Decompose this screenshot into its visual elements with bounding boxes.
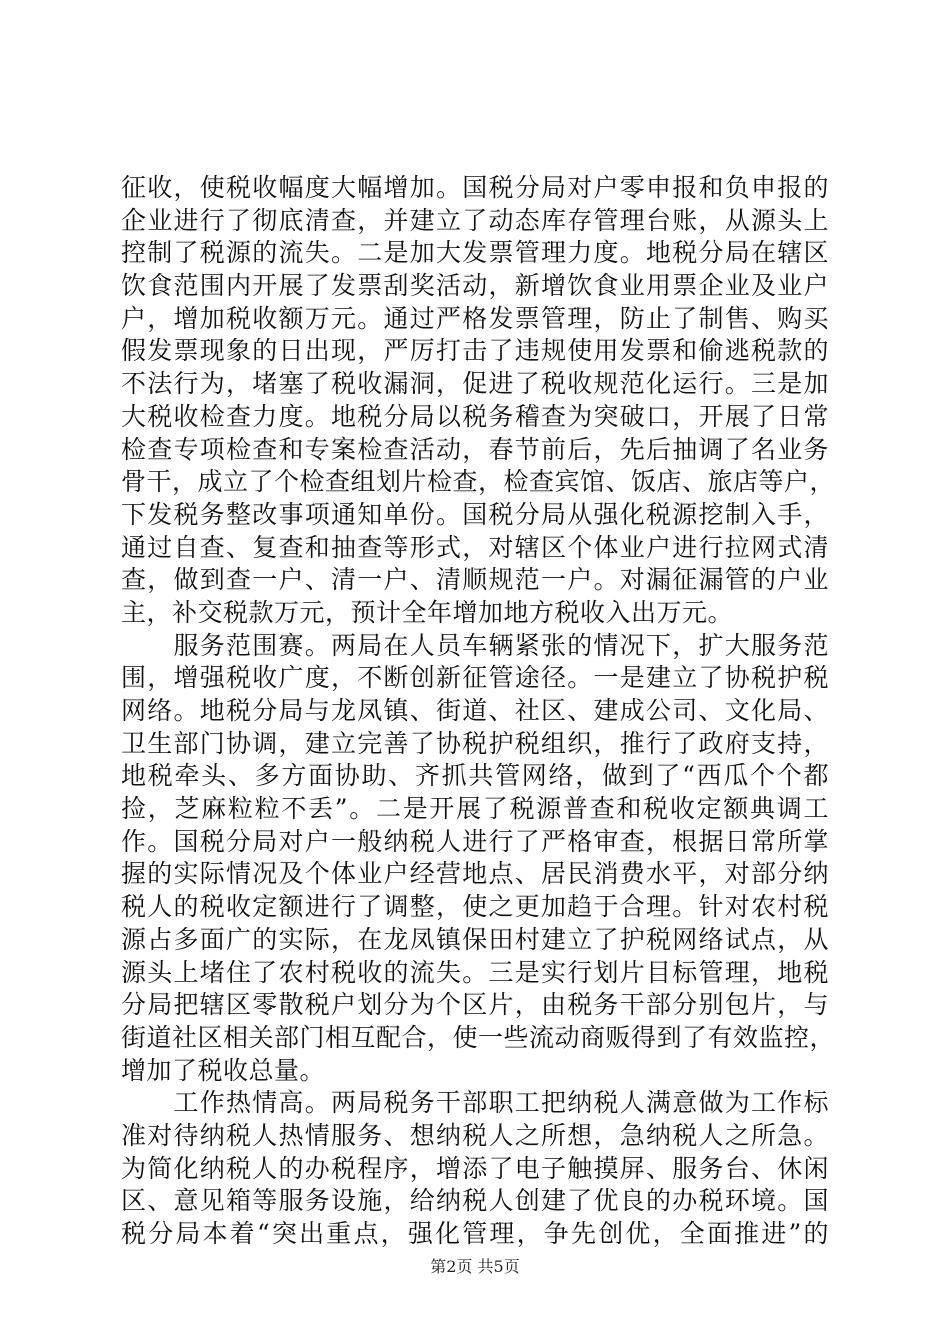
text-line: 大税收检查力度。地税分局以税务稽查为突破口，开展了日常 bbox=[121, 401, 829, 431]
text-line: 捡，芝麻粒粒不丢”。二是开展了税源普查和税收定额典调工 bbox=[121, 794, 829, 824]
text-line: 税分局本着“突出重点，强化管理，争先创优，全面推进”的 bbox=[121, 1219, 829, 1248]
text-line: 区、意见箱等服务设施，给纳税人创建了优良的办税环境。国 bbox=[121, 1186, 829, 1216]
text-line: 分局把辖区零散税户划分为个区片，由税务干部分别包片，与 bbox=[121, 990, 829, 1020]
text-line: 源占多面广的实际，在龙凤镇保田村建立了护税网络试点，从 bbox=[121, 924, 829, 954]
paragraph-start-line: 工作热情高。两局税务干部职工把纳税人满意做为工作标 bbox=[121, 1088, 829, 1118]
text-line: 卫生部门协调，建立完善了协税护税组织，推行了政府支持， bbox=[121, 728, 829, 758]
text-line: 假发票现象的日出现，严厉打击了违规使用发票和偷逃税款的 bbox=[121, 336, 829, 366]
text-line: 通过自查、复查和抽查等形式，对辖区个体业户进行拉网式清 bbox=[121, 532, 829, 562]
text-line: 检查专项检查和专案检查活动，春节前后，先后抽调了名业务 bbox=[121, 434, 829, 464]
text-line: 户，增加税收额万元。通过严格发票管理，防止了制售、购买 bbox=[121, 303, 829, 333]
text-line: 握的实际情况及个体业户经营地点、居民消费水平，对部分纳 bbox=[121, 859, 829, 889]
text-line: 骨干，成立了个检查组划片检查，检查宾馆、饭店、旅店等户， bbox=[121, 467, 836, 497]
text-line: 作。国税分局对户一般纳税人进行了严格审查，根据日常所掌 bbox=[121, 826, 829, 856]
body-text bbox=[121, 172, 836, 1251]
paragraph-start-line: 服务范围赛。两局在人员车辆紧张的情况下，扩大服务范 bbox=[121, 630, 829, 660]
text-line: 源头上堵住了农村税收的流失。三是实行划片目标管理，地税 bbox=[121, 957, 829, 987]
text-line: 税人的税收定额进行了调整，使之更加趋于合理。针对农村税 bbox=[121, 892, 829, 922]
text-line: 主，补交税款万元，预计全年增加地方税收入出万元。 bbox=[121, 597, 734, 627]
text-line: 控制了税源的流失。二是加大发票管理力度。地税分局在辖区 bbox=[121, 238, 829, 268]
text-line: 地税牵头、多方面协助、齐抓共管网络，做到了“西瓜个个都 bbox=[121, 761, 829, 791]
text-line: 企业进行了彻底清查，并建立了动态库存管理台账，从源头上 bbox=[121, 205, 829, 235]
text-line: 增加了税收总量。 bbox=[121, 1055, 326, 1085]
text-line: 围，增强税收广度，不断创新征管途径。一是建立了协税护税 bbox=[121, 663, 829, 693]
text-line: 网络。地税分局与龙凤镇、街道、社区、建成公司、文化局、 bbox=[121, 696, 829, 725]
text-line: 不法行为，堵塞了税收漏洞，促进了税收规范化运行。三是加 bbox=[121, 369, 829, 399]
page-footer: 第2页 共5页 bbox=[430, 1257, 520, 1276]
text-line: 街道社区相关部门相互配合，使一些流动商贩得到了有效监控， bbox=[121, 1022, 836, 1052]
text-line: 征收，使税收幅度大幅增加。国税分局对户零申报和负申报的 bbox=[121, 173, 829, 202]
text-line: 为简化纳税人的办税程序，增添了电子触摸屏、服务台、休闲 bbox=[121, 1153, 829, 1183]
text-line: 准对待纳税人热情服务、想纳税人之所想，急纳税人之所急。 bbox=[121, 1120, 829, 1150]
text-line: 下发税务整改事项通知单份。国税分局从强化税源挖制入手， bbox=[121, 499, 829, 529]
text-line: 查，做到查一户、清一户、清顺规范一户。对漏征漏管的户业 bbox=[121, 565, 829, 595]
text-line: 饮食范围内开展了发票刮奖活动，新增饮食业用票企业及业户 bbox=[121, 271, 829, 301]
